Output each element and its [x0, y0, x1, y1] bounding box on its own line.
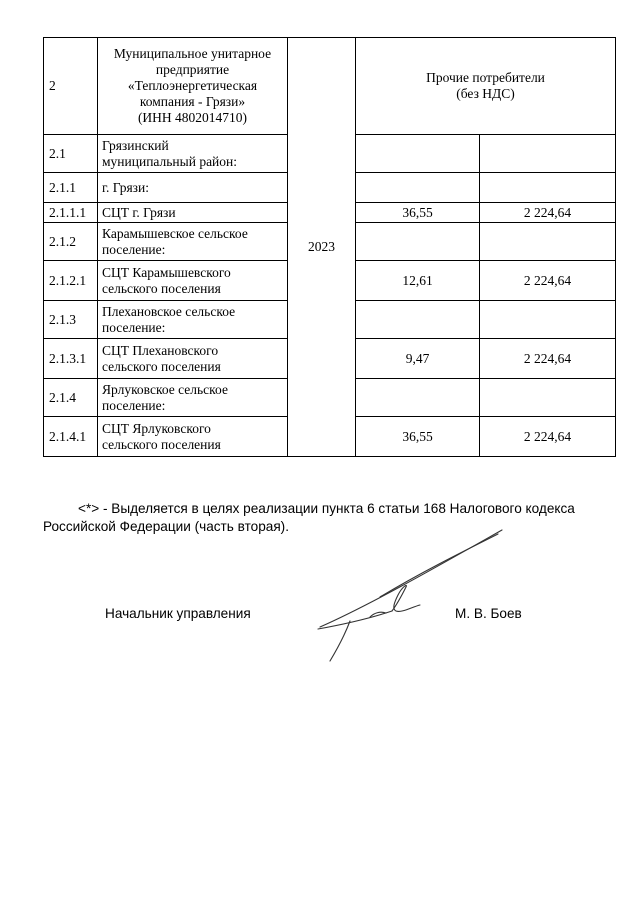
row-value-1: 9,47 — [356, 339, 480, 379]
row-name — [98, 301, 288, 339]
row-name — [98, 417, 288, 457]
row-number: 2.1.1 — [44, 173, 98, 203]
signatory-name: М. В. Боев — [455, 606, 522, 621]
row-value-2: 2 224,64 — [480, 261, 616, 301]
consumers-header-cell — [356, 38, 616, 135]
row-value-1 — [356, 223, 480, 261]
row-name-line: СЦТ Карамышевского — [102, 264, 231, 280]
row-name-line: СЦТ г. Грязи — [102, 204, 176, 220]
row-name-line: Грязинский — [102, 137, 169, 153]
header-number-cell: 2 — [44, 38, 98, 135]
row-name-line: СЦТ Ярлуковского — [102, 420, 211, 436]
row-name-line: г. Грязи: — [102, 179, 149, 195]
row-value-1: 12,61 — [356, 261, 480, 301]
row-value-2 — [480, 173, 616, 203]
row-name — [98, 135, 288, 173]
row-number: 2.1.4.1 — [44, 417, 98, 457]
row-value-1: 36,55 — [356, 417, 480, 457]
row-number: 2.1.2 — [44, 223, 98, 261]
row-name — [98, 223, 288, 261]
organization-name-cell — [98, 38, 288, 135]
org-name-line: предприятие — [155, 62, 230, 77]
row-value-2 — [480, 223, 616, 261]
row-value-2 — [480, 135, 616, 173]
org-name-line: (ИНН 4802014710) — [137, 110, 248, 125]
signatory-title: Начальник управления — [105, 606, 251, 621]
row-name — [98, 173, 288, 203]
row-value-1 — [356, 173, 480, 203]
consumers-line: Прочие потребители — [426, 70, 545, 85]
row-name-line: поселение: — [102, 241, 166, 257]
row-value-1 — [356, 135, 480, 173]
row-name-line: Ярлуковское сельское — [102, 381, 228, 397]
row-number: 2.1.1.1 — [44, 203, 98, 223]
row-value-2: 2 224,64 — [480, 203, 616, 223]
org-name-line: компания - Грязи» — [139, 94, 246, 109]
org-name-line: Муниципальное унитарное — [113, 46, 272, 61]
row-name — [98, 379, 288, 417]
row-number: 2.1.2.1 — [44, 261, 98, 301]
footnote-line-1: <*> - Выделяется в целях реализации пункта 6 статьи 168 Налогового кодекса — [78, 501, 575, 516]
tariff-table — [43, 37, 616, 457]
footnote-line-2: Российской Федерации (часть вторая). — [43, 519, 289, 534]
row-name-line: сельского поселения — [102, 280, 221, 296]
org-name-line: «Теплоэнергетическая — [127, 78, 258, 93]
handwritten-signature-icon — [310, 525, 510, 665]
consumers-line: (без НДС) — [456, 86, 515, 101]
row-number: 2.1.4 — [44, 379, 98, 417]
row-name-line: поселение: — [102, 397, 166, 413]
table-header-row — [44, 38, 616, 135]
row-name — [98, 203, 288, 223]
row-name-line: сельского поселения — [102, 358, 221, 374]
row-name-line: муниципальный район: — [102, 153, 238, 169]
row-name — [98, 339, 288, 379]
row-name-line: СЦТ Плехановского — [102, 342, 219, 358]
row-number: 2.1 — [44, 135, 98, 173]
row-value-2: 2 224,64 — [480, 339, 616, 379]
row-name-line: поселение: — [102, 319, 166, 335]
row-number: 2.1.3 — [44, 301, 98, 339]
row-value-2 — [480, 379, 616, 417]
row-name-line: Карамышевское сельское — [102, 225, 248, 241]
row-name-line: сельского поселения — [102, 436, 221, 452]
year-cell: 2023 — [288, 38, 356, 457]
row-value-1 — [356, 379, 480, 417]
row-value-1 — [356, 301, 480, 339]
row-name — [98, 261, 288, 301]
row-value-2: 2 224,64 — [480, 417, 616, 457]
row-number: 2.1.3.1 — [44, 339, 98, 379]
row-name-line: Плехановское сельское — [102, 303, 236, 319]
row-value-1: 36,55 — [356, 203, 480, 223]
row-value-2 — [480, 301, 616, 339]
